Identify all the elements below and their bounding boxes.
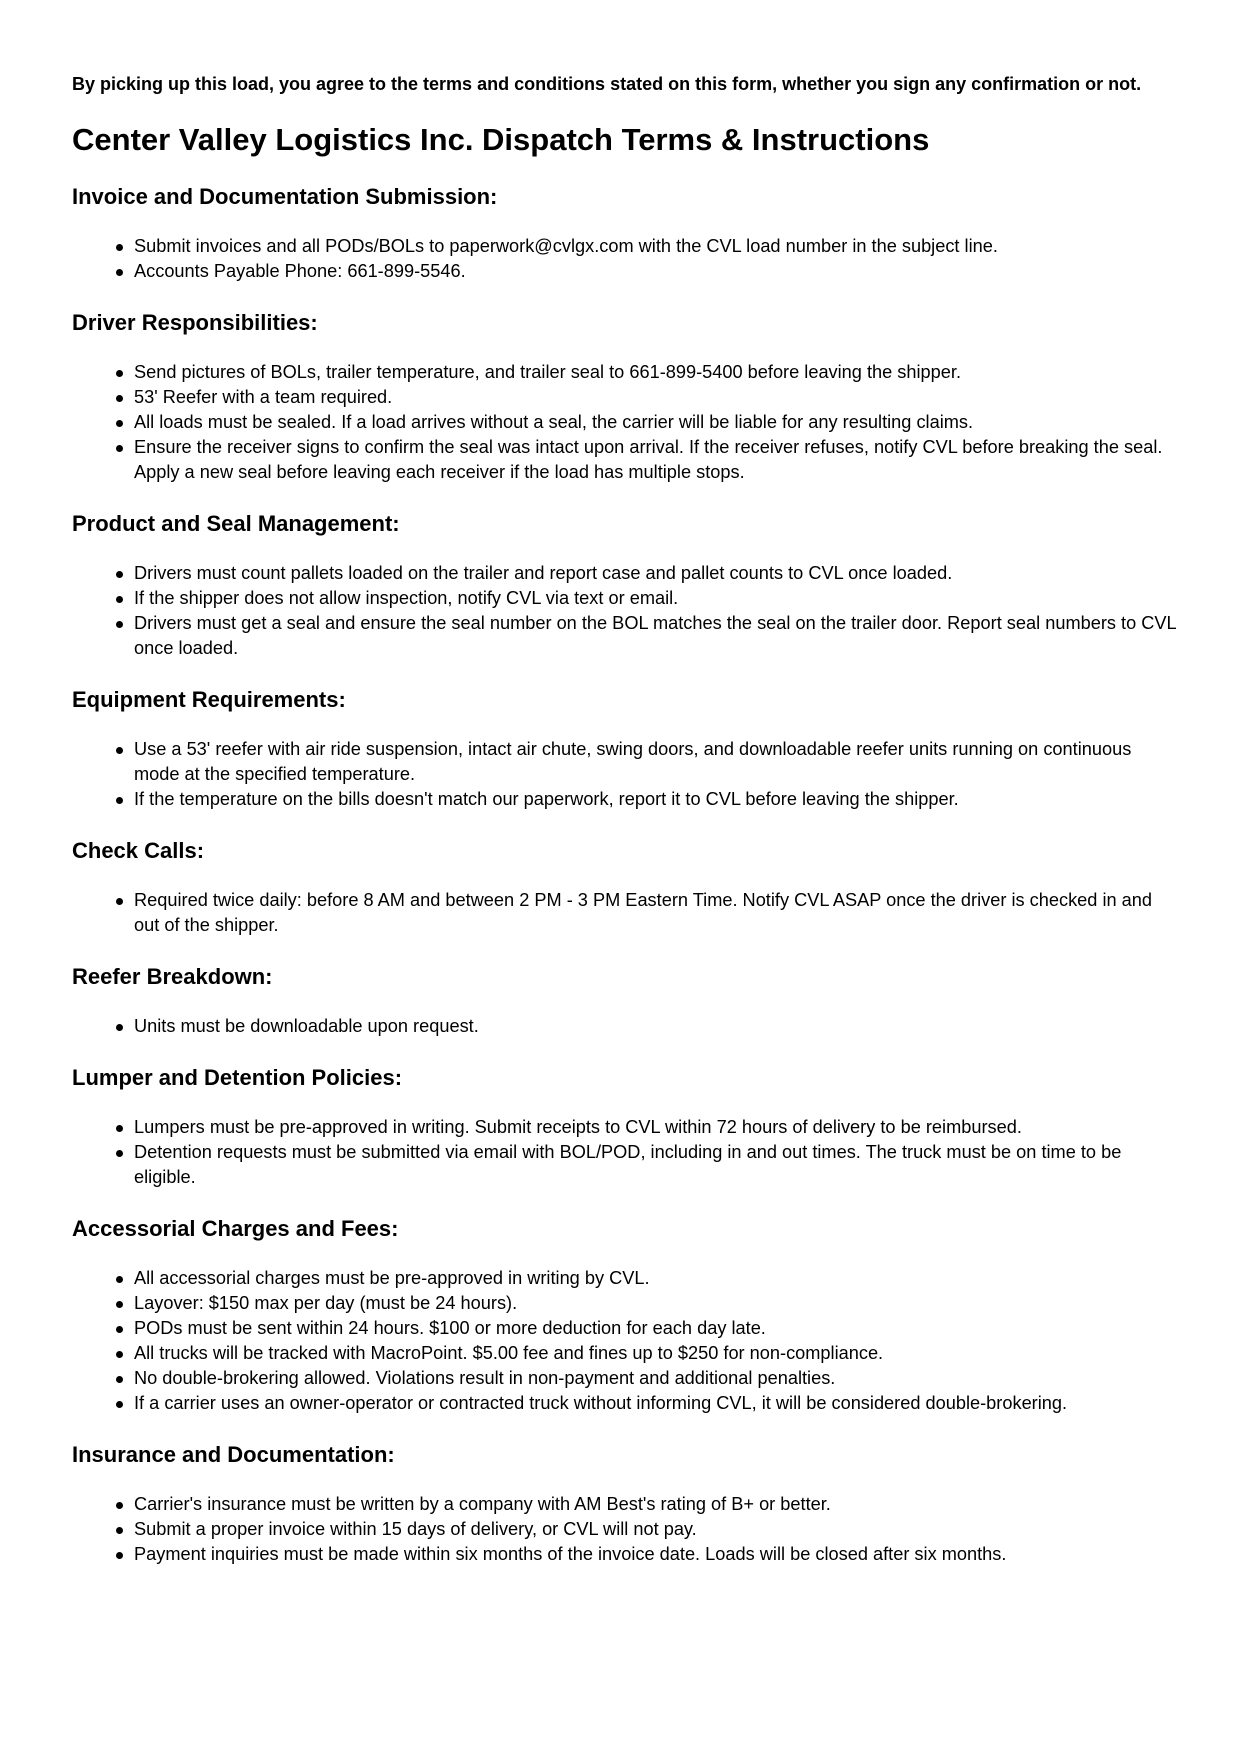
section-heading: Reefer Breakdown: [72, 964, 273, 989]
list-item: If the shipper does not allow inspection, notify CVL via text or email. [134, 586, 1180, 611]
bullet-list [72, 561, 1180, 661]
list-item: If the temperature on the bills doesn't match our paperwork, report it to CVL before leaving the shipper. [134, 787, 1180, 812]
bullet-list [72, 888, 1180, 938]
list-item: Carrier's insurance must be written by a company with AM Best's rating of B+ or better. [134, 1492, 1180, 1517]
list-item: Detention requests must be submitted via email with BOL/POD, including in and out times. The truck must be on time to be eligible. [134, 1140, 1180, 1190]
list-item: All loads must be sealed. If a load arrives without a seal, the carrier will be liable for any resulting claims. [134, 410, 1180, 435]
list-item: Units must be downloadable upon request. [134, 1014, 1180, 1039]
list-item: Drivers must get a seal and ensure the seal number on the BOL matches the seal on the trailer door. Report seal numbers to CVL once loaded. [134, 611, 1180, 661]
list-item: Send pictures of BOLs, trailer temperature, and trailer seal to 661-899-5400 before leaving the shipper. [134, 360, 1180, 385]
section-heading: Accessorial Charges and Fees: [72, 1216, 399, 1241]
list-item: PODs must be sent within 24 hours. $100 or more deduction for each day late. [134, 1316, 1180, 1341]
section-heading: Lumper and Detention Policies: [72, 1065, 403, 1090]
bullet-list [72, 234, 1180, 284]
list-item: Submit a proper invoice within 15 days of delivery, or CVL will not pay. [134, 1517, 1180, 1542]
list-item: Submit invoices and all PODs/BOLs to paperwork@cvlgx.com with the CVL load number in the subject line. [134, 234, 1180, 259]
bullet-list [72, 1014, 1180, 1039]
bullet-list [72, 1266, 1180, 1416]
bullet-list [72, 737, 1180, 812]
list-item: Payment inquiries must be made within six months of the invoice date. Loads will be closed after six months. [134, 1542, 1180, 1567]
list-item: 53' Reefer with a team required. [134, 385, 1180, 410]
list-item: If a carrier uses an owner-operator or contracted truck without informing CVL, it will be considered double-brokering. [134, 1391, 1180, 1416]
section-heading: Insurance and Documentation: [72, 1442, 395, 1467]
list-item: Accounts Payable Phone: 661-899-5546. [134, 259, 1180, 284]
list-item: Ensure the receiver signs to confirm the seal was intact upon arrival. If the receiver refuses, notify CVL before breaking the seal. Apply a new seal before leaving each receiver if the load has multiple stops. [134, 435, 1180, 485]
list-item: No double-brokering allowed. Violations result in non-payment and additional penalties. [134, 1366, 1180, 1391]
list-item: Lumpers must be pre-approved in writing. Submit receipts to CVL within 72 hours of delivery to be reimbursed. [134, 1115, 1180, 1140]
section-heading: Product and Seal Management: [72, 511, 400, 536]
list-item: All accessorial charges must be pre-approved in writing by CVL. [134, 1266, 1180, 1291]
section-heading: Equipment Requirements: [72, 687, 346, 712]
list-item: Use a 53' reefer with air ride suspension, intact air chute, swing doors, and downloadable reefer units running on continuous mode at the specified temperature. [134, 737, 1180, 787]
section-heading: Driver Responsibilities: [72, 310, 318, 335]
list-item: Drivers must count pallets loaded on the trailer and report case and pallet counts to CVL once loaded. [134, 561, 1180, 586]
section-heading: Invoice and Documentation Submission: [72, 184, 498, 209]
list-item: Layover: $150 max per day (must be 24 hours). [134, 1291, 1180, 1316]
document-title: Center Valley Logistics Inc. Dispatch Terms & Instructions [72, 122, 930, 157]
section-heading: Check Calls: [72, 838, 205, 863]
sections-container [72, 184, 1180, 1567]
list-item: All trucks will be tracked with MacroPoint. $5.00 fee and fines up to $250 for non-compliance. [134, 1341, 1180, 1366]
bullet-list [72, 1115, 1180, 1190]
agreement-notice: By picking up this load, you agree to the terms and conditions stated on this form, whether you sign any confirmation or not. [72, 74, 1142, 94]
bullet-list [72, 1492, 1180, 1567]
bullet-list [72, 360, 1180, 485]
list-item: Required twice daily: before 8 AM and between 2 PM - 3 PM Eastern Time. Notify CVL ASAP once the driver is checked in and out of the shipper. [134, 888, 1180, 938]
